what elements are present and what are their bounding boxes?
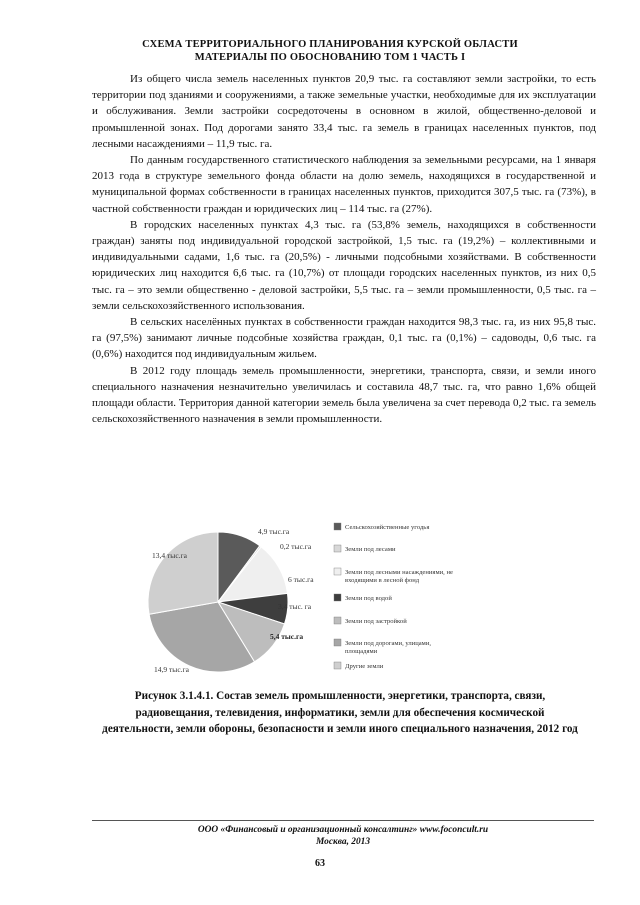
body-text xyxy=(92,71,596,427)
legend-swatch xyxy=(334,662,341,669)
legend-swatch xyxy=(334,617,341,624)
legend-label: Земли под дорогами, улицами, площадями xyxy=(345,640,432,655)
pie-data-label: 6 тыс.га xyxy=(288,575,314,584)
legend-swatch xyxy=(334,594,341,601)
legend-label: Сельскохозяйственные угодья xyxy=(345,524,430,531)
pie-data-label: 3,4 тыс. га xyxy=(278,602,312,611)
legend-label: Другие земли xyxy=(345,663,384,670)
page-footer xyxy=(92,824,594,848)
pie-data-label: 0,2 тыс.га xyxy=(280,542,312,551)
figure-caption: Рисунок 3.1.4.1. Состав земель промышленности, энергетики, транспорта, связи, радиовещания, телевидения, информатики, земли для обеспечения космической деятельности, земли обороны, безопасности и земли иного специального назначения, 2012 год xyxy=(102,690,578,735)
legend-label: Земли под застройкой xyxy=(345,618,407,625)
footer-company: ООО «Финансовый и организационный консалтинг» www.foconcult.ru xyxy=(197,825,489,835)
legend-swatch xyxy=(334,545,341,552)
paragraph: В 2012 году площадь земель промышленности, энергетики, транспорта, связи, и земли иного специального назначения незначительно увеличилась и составила 48,7 тыс. га, что равно 1,6% общей площади области. Территория данной категории земель была увеличена за счет перевода 0,2 тыс. га земель сельскохозяйственного назначения в земли промышленности. xyxy=(92,364,596,426)
paragraph: В сельских населённых пунктах в собственности граждан находится 98,3 тыс. га, из них 95,8 тыс. га (97,5%) занимают личные подсобные хозяйства граждан, 0,1 тыс. га (0,1%) – садоводы, 0,6 тыс. га (0,6%) находится под индивидуальным жильем. xyxy=(92,316,596,361)
land-composition-chart xyxy=(130,522,530,680)
pie-data-label: 13,4 тыс.га xyxy=(152,551,187,560)
paragraph: В городских населенных пунктах 4,3 тыс. га (53,8% земель, находящихся в собственности граждан) заняты под индивидуальной городской застройкой, 1,5 тыс. га (19,2%) – коллективными и индивидуальными садами, 1,6 тыс. га (20,5%) - личными подсобными хозяйствами. В собственности юридических лиц находится 6,6 тыс. га (10,7%) от площади городских населенных пунктов, из них 0,5 тыс. га – это земли общественно - деловой застройки, 5,5 тыс. га – земли промышленности, 0,5 тыс. га – земли сельскохозяйственного использования. xyxy=(92,218,596,312)
footer-city: Москва, 2013 xyxy=(315,837,371,847)
page-number: 63 xyxy=(315,858,325,869)
paragraph: Из общего числа земель населенных пунктов 20,9 тыс. га составляют земли застройки, то есть территории под зданиями и сооружениями, а также земельные участки, необходимые для их эксплуатации и обслуживания. Земли застройки сосредоточены в основном в жилой, общественно-деловой и промышленной зонах. Под дорогами занято 33,4 тыс. га земель в границах населенных пунктов, под лесными насаждениями – 11,9 тыс. га. xyxy=(92,73,596,150)
legend-label: Земли под лесами xyxy=(345,546,396,553)
legend-label: Земли под водой xyxy=(345,595,392,602)
legend-swatch xyxy=(334,568,341,575)
header-title: СХЕМА ТЕРРИТОРИАЛЬНОГО ПЛАНИРОВАНИЯ КУРСКОЙ ОБЛАСТИ xyxy=(142,39,518,50)
legend-swatch xyxy=(334,523,341,530)
pie-slice xyxy=(148,532,218,614)
pie-chart-svg xyxy=(130,522,530,680)
pie-data-label: 14,9 тыс.га xyxy=(154,665,189,674)
legend-swatch xyxy=(334,639,341,646)
footer-divider xyxy=(92,820,594,821)
paragraph: По данным государственного статистического наблюдения за земельными ресурсами, на 1 января 2013 года в структуре земельного фонда области на долю земель, находящихся в государственной и муниципальной формах собственности в границах населенных пунктов, приходится 307,5 тыс. га (73%), в частной собственности граждан и юридических лиц – 114 тыс. га (27%). xyxy=(92,154,596,215)
pie-data-label: 5,4 тыс.га xyxy=(270,632,304,641)
document-header xyxy=(80,38,580,64)
legend-label: Земли под лесными насаждениями, не входящими в лесной фонд xyxy=(345,569,453,584)
pie-data-label: 4,9 тыс.га xyxy=(258,527,290,536)
header-subtitle: МАТЕРИАЛЫ ПО ОБОСНОВАНИЮ ТОМ 1 ЧАСТЬ I xyxy=(194,52,466,63)
